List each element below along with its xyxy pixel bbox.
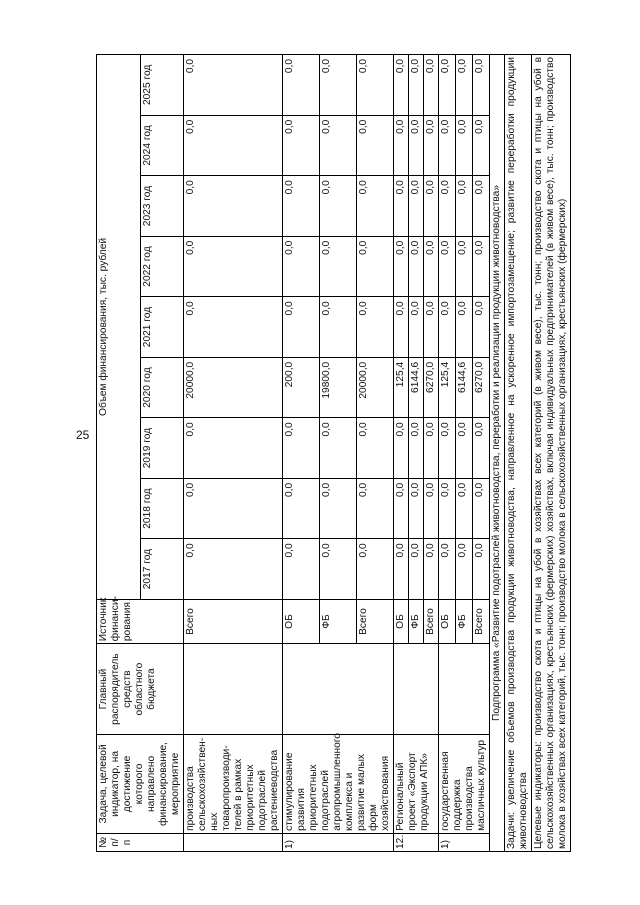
row-source: Всего <box>184 599 283 643</box>
row-value: 6270,0 <box>473 357 490 418</box>
row-value: 0,0 <box>320 418 357 479</box>
row-value: 0,0 <box>409 236 424 297</box>
row-value: 0,0 <box>439 297 456 358</box>
row-value: 0,0 <box>424 418 439 479</box>
header-year: 2024 год <box>140 115 184 176</box>
row-value: 0,0 <box>394 297 409 358</box>
row-source: ФБ <box>409 599 424 643</box>
row-value: 0,0 <box>424 478 439 539</box>
row-value: 0,0 <box>283 115 320 176</box>
row-value: 0,0 <box>439 236 456 297</box>
row-value: 0,0 <box>439 176 456 237</box>
row-value: 6270,0 <box>424 357 439 418</box>
row-source: ФБ <box>456 599 473 643</box>
row-value: 0,0 <box>456 236 473 297</box>
row-value: 0,0 <box>473 115 490 176</box>
row-task: государственная поддержка производства масличных культур <box>439 735 490 834</box>
row-value: 0,0 <box>357 478 394 539</box>
row-value: 200,0 <box>283 357 320 418</box>
indicators-text: Целевые индикаторы: производство скота и птицы на убой в хозяйствах всех категорий (в живом весе), тыс. тонн; производство скота и птицы на убой в сельскохозяйственных организациях, крестьянских (фермерских) хозяйствах, включая индивидуальных предпринимателей (в живом весе), тыс. тонн; производство молока в хозяйствах всех категорий, тыс. тонн; производство молока в сельскохозяйственных организациях, крестьянских (фермерских) <box>532 55 571 852</box>
row-value: 0,0 <box>357 539 394 600</box>
financing-table <box>96 54 571 852</box>
row-value: 0,0 <box>473 297 490 358</box>
row-value: 0,0 <box>409 115 424 176</box>
row-value: 0,0 <box>394 418 409 479</box>
row-number: 12. <box>394 833 439 851</box>
row-value: 0,0 <box>473 418 490 479</box>
row-value: 0,0 <box>320 236 357 297</box>
row-value: 20000,0 <box>184 357 283 418</box>
row-value: 0,0 <box>439 115 456 176</box>
row-manager <box>184 644 283 735</box>
row-value: 0,0 <box>424 55 439 116</box>
row-value: 0,0 <box>439 418 456 479</box>
row-number: 1) <box>283 833 394 851</box>
row-manager <box>394 644 439 735</box>
row-number <box>184 833 283 851</box>
row-value: 125,4 <box>439 357 456 418</box>
row-source: Всего <box>357 599 394 643</box>
row-number: 1) <box>439 833 490 851</box>
row-value: 0,0 <box>473 176 490 237</box>
row-source: Всего <box>424 599 439 643</box>
header-year: 2017 год <box>140 539 184 600</box>
row-value: 0,0 <box>283 236 320 297</box>
row-value: 0,0 <box>473 478 490 539</box>
row-value: 0,0 <box>409 176 424 237</box>
row-value: 0,0 <box>409 55 424 116</box>
row-value: 0,0 <box>424 115 439 176</box>
row-value: 0,0 <box>283 297 320 358</box>
row-value: 0,0 <box>283 418 320 479</box>
row-value: 125,4 <box>394 357 409 418</box>
row-value: 0,0 <box>184 176 283 237</box>
row-manager <box>283 644 394 735</box>
header-num: № п/п <box>97 833 184 851</box>
row-value: 0,0 <box>473 539 490 600</box>
row-source: ОБ <box>439 599 456 643</box>
header-year: 2018 год <box>140 478 184 539</box>
row-value: 0,0 <box>424 176 439 237</box>
row-value: 0,0 <box>394 478 409 539</box>
header-task: Задача, целевой индикатор, на достижение которого направлено финансирование, мероприятие <box>97 735 184 834</box>
row-value: 0,0 <box>184 297 283 358</box>
row-value: 0,0 <box>409 297 424 358</box>
row-value: 0,0 <box>357 176 394 237</box>
row-value: 0,0 <box>184 478 283 539</box>
row-value: 19800,0 <box>320 357 357 418</box>
row-value: 0,0 <box>357 115 394 176</box>
header-year: 2021 год <box>140 297 184 358</box>
row-task: производства сельскохозяйствен-ных товаропроизводи-телей в рамках приоритетных подотраслей растениеводства <box>184 735 283 834</box>
header-year: 2023 год <box>140 176 184 237</box>
header-year: 2020 год <box>140 357 184 418</box>
row-source: ФБ <box>320 599 357 643</box>
row-value: 0,0 <box>320 55 357 116</box>
row-source: ОБ <box>394 599 409 643</box>
row-value: 6144,6 <box>456 357 473 418</box>
row-value: 0,0 <box>320 115 357 176</box>
row-value: 0,0 <box>357 55 394 116</box>
row-value: 0,0 <box>184 539 283 600</box>
row-value: 0,0 <box>320 539 357 600</box>
row-task: Региональный проект «Экспорт продукции АПК» <box>394 735 439 834</box>
row-value: 0,0 <box>283 539 320 600</box>
row-value: 0,0 <box>424 236 439 297</box>
row-source: ОБ <box>283 599 320 643</box>
tasks-text: Задачи: увеличение объемов производства продукции животноводства, направленное на ускоренное импортозамещение; развитие переработки продукции животноводства <box>505 55 532 852</box>
row-value: 0,0 <box>439 55 456 116</box>
row-value: 0,0 <box>357 236 394 297</box>
row-value: 0,0 <box>357 418 394 479</box>
row-value: 0,0 <box>456 418 473 479</box>
page-number: 25 <box>76 428 90 442</box>
row-value: 0,0 <box>184 236 283 297</box>
header-manager: Главный распорядитель средств областного бюджета <box>97 644 184 735</box>
row-value: 0,0 <box>184 418 283 479</box>
row-value: 0,0 <box>456 55 473 116</box>
table-row <box>283 55 320 852</box>
row-value: 0,0 <box>320 176 357 237</box>
row-value: 0,0 <box>394 236 409 297</box>
header-year: 2025 год <box>140 55 184 116</box>
row-value: 0,0 <box>409 539 424 600</box>
table-row <box>394 55 409 852</box>
row-value: 0,0 <box>283 478 320 539</box>
row-value: 0,0 <box>394 115 409 176</box>
header-year: 2022 год <box>140 236 184 297</box>
row-value: 0,0 <box>439 478 456 539</box>
row-value: 0,0 <box>473 55 490 116</box>
header-source: Источник финанси-рования <box>97 599 184 643</box>
row-value: 20000,0 <box>357 357 394 418</box>
row-task: стимулирование развития приоритетных подотраслей агропромышленного комплекса и развитие малых форм хозяйствования <box>283 735 394 834</box>
row-value: 6144,6 <box>409 357 424 418</box>
row-value: 0,0 <box>394 539 409 600</box>
row-value: 0,0 <box>424 539 439 600</box>
row-source: Всего <box>473 599 490 643</box>
table-row <box>439 55 456 852</box>
row-value: 0,0 <box>439 539 456 600</box>
row-value: 0,0 <box>456 297 473 358</box>
row-manager <box>439 644 490 735</box>
row-value: 0,0 <box>394 176 409 237</box>
header-year: 2019 год <box>140 418 184 479</box>
row-value: 0,0 <box>456 115 473 176</box>
subprogram-title: Подпрограмма «Развитие подотраслей животноводства, переработки и реализации продукции животноводства» <box>490 55 505 852</box>
row-value: 0,0 <box>184 115 283 176</box>
row-value: 0,0 <box>456 176 473 237</box>
row-value: 0,0 <box>409 478 424 539</box>
header-volume: Объем финансирования, тыс. рублей <box>97 55 141 600</box>
row-value: 0,0 <box>184 55 283 116</box>
row-value: 0,0 <box>473 236 490 297</box>
row-value: 0,0 <box>456 539 473 600</box>
row-value: 0,0 <box>320 297 357 358</box>
table-row <box>184 55 283 852</box>
row-value: 0,0 <box>394 55 409 116</box>
row-value: 0,0 <box>283 176 320 237</box>
rotated-table-sheet <box>96 54 636 852</box>
row-value: 0,0 <box>357 297 394 358</box>
row-value: 0,0 <box>283 55 320 116</box>
row-value: 0,0 <box>424 297 439 358</box>
row-value: 0,0 <box>456 478 473 539</box>
row-value: 0,0 <box>320 478 357 539</box>
row-value: 0,0 <box>409 418 424 479</box>
